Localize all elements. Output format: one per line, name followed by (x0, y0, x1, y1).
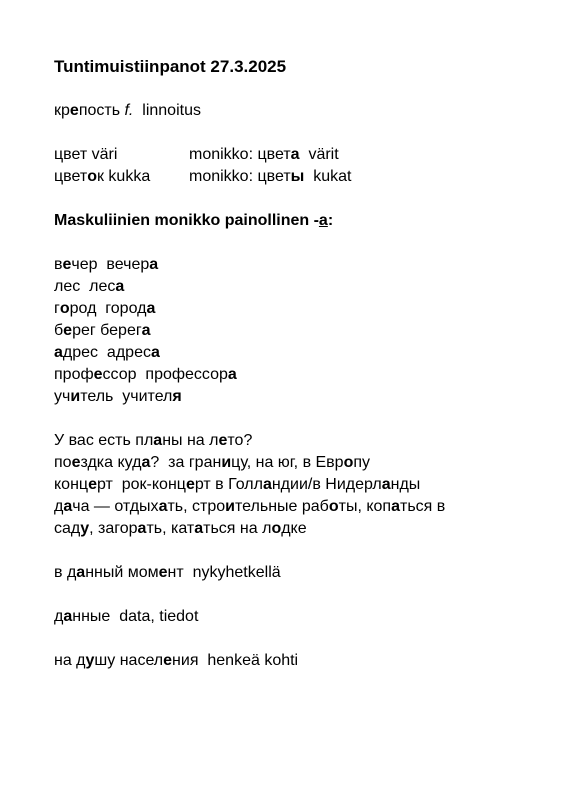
text-fragment: б (54, 322, 64, 339)
stressed-vowel: е (69, 102, 79, 119)
stressed-vowel: е (71, 454, 81, 471)
stressed-vowel: а (146, 300, 156, 317)
tsvet-row (54, 144, 534, 166)
stressed-vowel: е (185, 476, 195, 493)
stressed-vowel: у (80, 520, 90, 537)
stressed-vowel: а (150, 344, 160, 361)
text-fragment: в (54, 256, 63, 273)
text-fragment: ссор профессор (102, 366, 228, 383)
paragraph-line (54, 496, 534, 518)
text-fragment: monikko: цвет (189, 146, 291, 163)
text-fragment: ны на л (162, 432, 219, 449)
text-fragment: пу (353, 454, 371, 471)
stressed-vowel: а (115, 278, 125, 295)
text-fragment: цу, на юг, в Евр (231, 454, 344, 471)
text-fragment: värit (299, 146, 339, 163)
list-item (54, 386, 534, 408)
stressed-vowel: а (141, 322, 151, 339)
text-fragment: род город (69, 300, 147, 317)
text-fragment: по (54, 454, 72, 471)
text-fragment: ндии/в Нидерл (271, 476, 382, 493)
text-fragment: monikko: цвет (189, 168, 291, 185)
text-fragment: дрес адрес (62, 344, 151, 361)
text-fragment: нный мом (85, 564, 159, 581)
text-fragment: сад (54, 520, 81, 537)
text-fragment: ться на л (203, 520, 272, 537)
page-title: Tuntimuistiinpanot 27.3.2025 (54, 57, 287, 76)
stressed-vowel: е (158, 564, 168, 581)
stressed-vowel: а (391, 498, 400, 515)
stressed-vowel: о (271, 520, 282, 537)
text-fragment: то? (227, 432, 253, 449)
text-fragment: д (54, 498, 64, 515)
section-heading (54, 210, 534, 232)
text-fragment: на д (54, 652, 86, 669)
stressed-vowel: а (141, 454, 151, 471)
word-column (54, 144, 189, 166)
plural-column (189, 144, 339, 166)
list-item (54, 276, 534, 298)
list-item (54, 298, 534, 320)
stressed-vowel: и (225, 498, 235, 515)
text-fragment: ть, кат (146, 520, 195, 537)
stressed-vowel: а (158, 498, 168, 515)
stressed-vowel: ы (290, 168, 305, 185)
stressed-vowel: е (163, 652, 173, 669)
stressed-vowel: е (93, 366, 103, 383)
stressed-vowel: а (262, 476, 272, 493)
paragraph-line (54, 518, 534, 540)
plural-column (189, 166, 351, 188)
text-fragment: рт в Голл (194, 476, 263, 493)
text-fragment: в д (54, 564, 77, 581)
vocab-line-dannye (54, 606, 534, 628)
text-fragment: ния henkeä kohti (172, 652, 299, 669)
list-item (54, 320, 534, 342)
heading-letter: а (318, 212, 328, 229)
text-fragment: ча — отдых (72, 498, 159, 515)
stressed-vowel: е (88, 476, 97, 493)
text-fragment: ты, коп (338, 498, 392, 515)
text-fragment: тель учител (80, 388, 173, 405)
text-fragment: рег берег (72, 322, 142, 339)
text-fragment: У вас есть пл (54, 432, 154, 449)
stressed-vowel: а (381, 476, 391, 493)
krepost-line (54, 100, 534, 122)
stressed-vowel: е (62, 256, 72, 273)
stressed-vowel: а (290, 146, 300, 163)
stressed-vowel: о (87, 168, 97, 185)
vocab-line-momnet (54, 562, 534, 584)
stressed-vowel: а (63, 498, 73, 515)
text-fragment: шу насел (94, 652, 164, 669)
notes-content (54, 56, 534, 672)
stressed-vowel: я (172, 388, 182, 405)
text-fragment: ть, стро (167, 498, 226, 515)
heading-text: Maskuliinien monikko painollinen - (54, 212, 319, 229)
gender-marker: f. (124, 102, 134, 119)
text-fragment: нды (390, 476, 421, 493)
stressed-vowel: е (218, 432, 228, 449)
list-item (54, 254, 534, 276)
stressed-vowel: а (76, 564, 86, 581)
stressed-vowel: е (63, 322, 73, 339)
vocab-line-naselenie (54, 650, 534, 672)
paragraph (54, 430, 534, 540)
list-item (54, 342, 534, 364)
text-fragment: кр (54, 102, 70, 119)
stressed-vowel: о (343, 454, 354, 471)
translation: linnoitus (133, 102, 201, 119)
text-fragment: нные data, tiedot (72, 608, 199, 625)
stressed-vowel: а (194, 520, 204, 537)
text-fragment: пость (78, 102, 125, 119)
tsvetok-row (54, 166, 534, 188)
text-fragment: нт nykyhetkellä (167, 564, 281, 581)
stressed-vowel: а (63, 608, 73, 625)
stressed-vowel: а (137, 520, 147, 537)
paragraph-line (54, 430, 534, 452)
text-fragment: , загор (89, 520, 138, 537)
stressed-vowel: а (227, 366, 237, 383)
text-fragment: чер вечер (71, 256, 150, 273)
stressed-vowel: у (85, 652, 95, 669)
text-fragment: уч (54, 388, 71, 405)
masc-word-list (54, 254, 534, 408)
stressed-vowel: и (70, 388, 81, 405)
text-fragment: лес лес (54, 278, 116, 295)
text-fragment: здка куд (80, 454, 142, 471)
paragraph-line (54, 452, 534, 474)
text-fragment: тельные раб (235, 498, 329, 515)
text-fragment: д (54, 608, 64, 625)
stressed-vowel: а (153, 432, 163, 449)
text-fragment: цвет (54, 168, 88, 185)
stressed-vowel: о (328, 498, 339, 515)
stressed-vowel: а (54, 344, 63, 361)
list-item (54, 364, 534, 386)
word-column (54, 166, 189, 188)
text-fragment: г (54, 300, 60, 317)
stressed-vowel: и (221, 454, 232, 471)
text-fragment: рт рок-конц (96, 476, 186, 493)
text-fragment: дке (281, 520, 307, 537)
paragraph-line (54, 474, 534, 496)
text-fragment: к kukka (96, 168, 151, 185)
text-fragment: проф (54, 366, 94, 383)
text-fragment: ? за гран (150, 454, 222, 471)
text-fragment: ться в (399, 498, 446, 515)
text-fragment: конц (54, 476, 89, 493)
stressed-vowel: о (59, 300, 70, 317)
stressed-vowel: а (149, 256, 159, 273)
text-fragment: kukat (304, 168, 352, 185)
heading-colon: : (327, 212, 334, 229)
text-fragment: цвет väri (54, 146, 118, 163)
